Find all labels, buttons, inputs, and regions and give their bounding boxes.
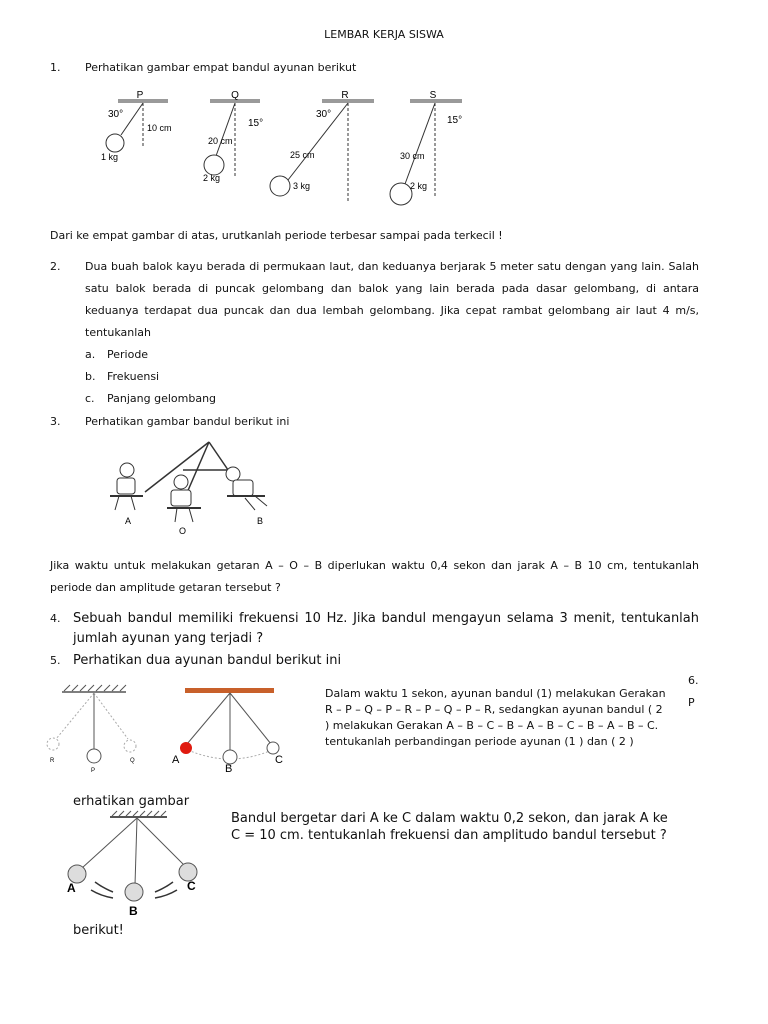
q2-text: Dua buah balok kayu berada di permukaan laut, dan keduanya berjarak 5 meter satu dengan yang lain. Salah satu balok berada di puncak gelombang dan balok yang lain berada pada dasar gelombang, di antara keduanya terdapat dua puncak dan dua lembah gelombang. Jika cepat rambat gelombang air laut 4 m/s, tentukanlah (85, 260, 699, 339)
q6-text: Bandul bergetar dari A ke C dalam waktu 0,2 sekon, dan jarak A ke C = 10 cm. tentukanlah frekuensi dan amplitudo bandul tersebut ? (231, 811, 668, 843)
q2-item-b-marker: b. (85, 370, 96, 383)
p-length: 10 cm (147, 123, 172, 133)
q2-number: 2. (50, 260, 61, 273)
label-a: A (67, 881, 76, 895)
q3-prompt: Perhatikan gambar bandul berikut ini (85, 415, 290, 428)
label-b: B (257, 516, 264, 526)
q2-item-c: Panjang gelombang (107, 392, 217, 405)
q6-pendulum-figure (55, 810, 225, 920)
label-b: B (129, 904, 138, 918)
q1-instruction: Dari ke empat gambar di atas, urutkanlah periode terbesar sampai pada terkecil ! (50, 229, 503, 242)
s-mass: 2 kg (410, 181, 428, 191)
q5-pendulum-2-figure (168, 684, 298, 774)
pendulum-s (390, 90, 462, 205)
label-b: B (225, 763, 233, 775)
label-c: C (275, 754, 283, 766)
q-mass: 2 kg (203, 173, 221, 183)
q-label: Q (231, 90, 239, 101)
q2-item-c-marker: c. (85, 392, 95, 405)
q5-number: 5. (50, 654, 61, 667)
r-length: 25 cm (290, 150, 315, 160)
q4-text: Sebuah bandul memiliki frekuensi 10 Hz. Jika bandul mengayun selama 3 menit, tentukanlah jumlah ayunan yang terjadi ? (73, 611, 699, 646)
q1-number: 1. (50, 61, 61, 74)
pendulum-r (270, 90, 374, 203)
pendulum-q (203, 90, 263, 183)
child-b-figure (226, 467, 267, 510)
q6-number: 6. (688, 674, 699, 687)
q5-pendulum-1-figure (40, 684, 160, 774)
p-angle: 30° (108, 109, 124, 120)
label-q: Q (130, 758, 135, 764)
q2-item-b: Frekuensi (107, 370, 160, 383)
label-r: R (50, 758, 55, 764)
label-a: A (172, 754, 180, 766)
q6-prompt-end: berikut! (73, 923, 124, 938)
r-mass: 3 kg (293, 181, 311, 191)
q-angle: 15° (248, 118, 264, 129)
q3-swing-figure (105, 440, 285, 538)
q5-text: Dalam waktu 1 sekon, ayunan bandul (1) melakukan Gerakan R – P – Q – P – R – P – Q – P – R, sedangkan ayunan bandul ( 2 ) melakukan Gerakan A – B – C – B – A – B – C – B – A – B – C. tentukanlah perbandingan periode ayunan (1 ) dan ( 2 ) (325, 687, 666, 748)
page-title: LEMBAR KERJA SISWA (324, 28, 444, 41)
label-o: O (179, 526, 187, 536)
pendulum-p (101, 90, 172, 162)
q1-pendulum-figure (90, 88, 463, 208)
q3-text: Jika waktu untuk melakukan getaran A – O – B diperlukan waktu 0,4 sekon dan jarak A – B 10 cm, tentukanlah periode dan amplitude getaran tersebut ? (50, 559, 699, 594)
q5-prompt: Perhatikan dua ayunan bandul berikut ini (73, 653, 342, 668)
q4-number: 4. (50, 612, 61, 625)
label-a: A (125, 516, 132, 526)
r-angle: 30° (316, 109, 332, 120)
q6-prompt-fragment: erhatikan gambar (73, 794, 190, 809)
s-label: S (429, 90, 437, 101)
q6-p-fragment: P (688, 696, 695, 709)
p-mass: 1 kg (101, 152, 119, 162)
s-angle: 15° (447, 115, 463, 126)
q1-prompt: Perhatikan gambar empat bandul ayunan berikut (85, 61, 357, 74)
child-a-figure (110, 463, 143, 510)
p-label: P (136, 90, 144, 101)
q3-number: 3. (50, 415, 61, 428)
q-length: 20 cm (208, 136, 233, 146)
s-length: 30 cm (400, 151, 425, 161)
q2-item-a: Periode (107, 348, 149, 361)
label-p: P (91, 768, 96, 774)
label-c: C (187, 879, 196, 893)
child-o-figure (167, 475, 201, 522)
q2-item-a-marker: a. (85, 348, 96, 361)
r-label: R (341, 90, 349, 101)
